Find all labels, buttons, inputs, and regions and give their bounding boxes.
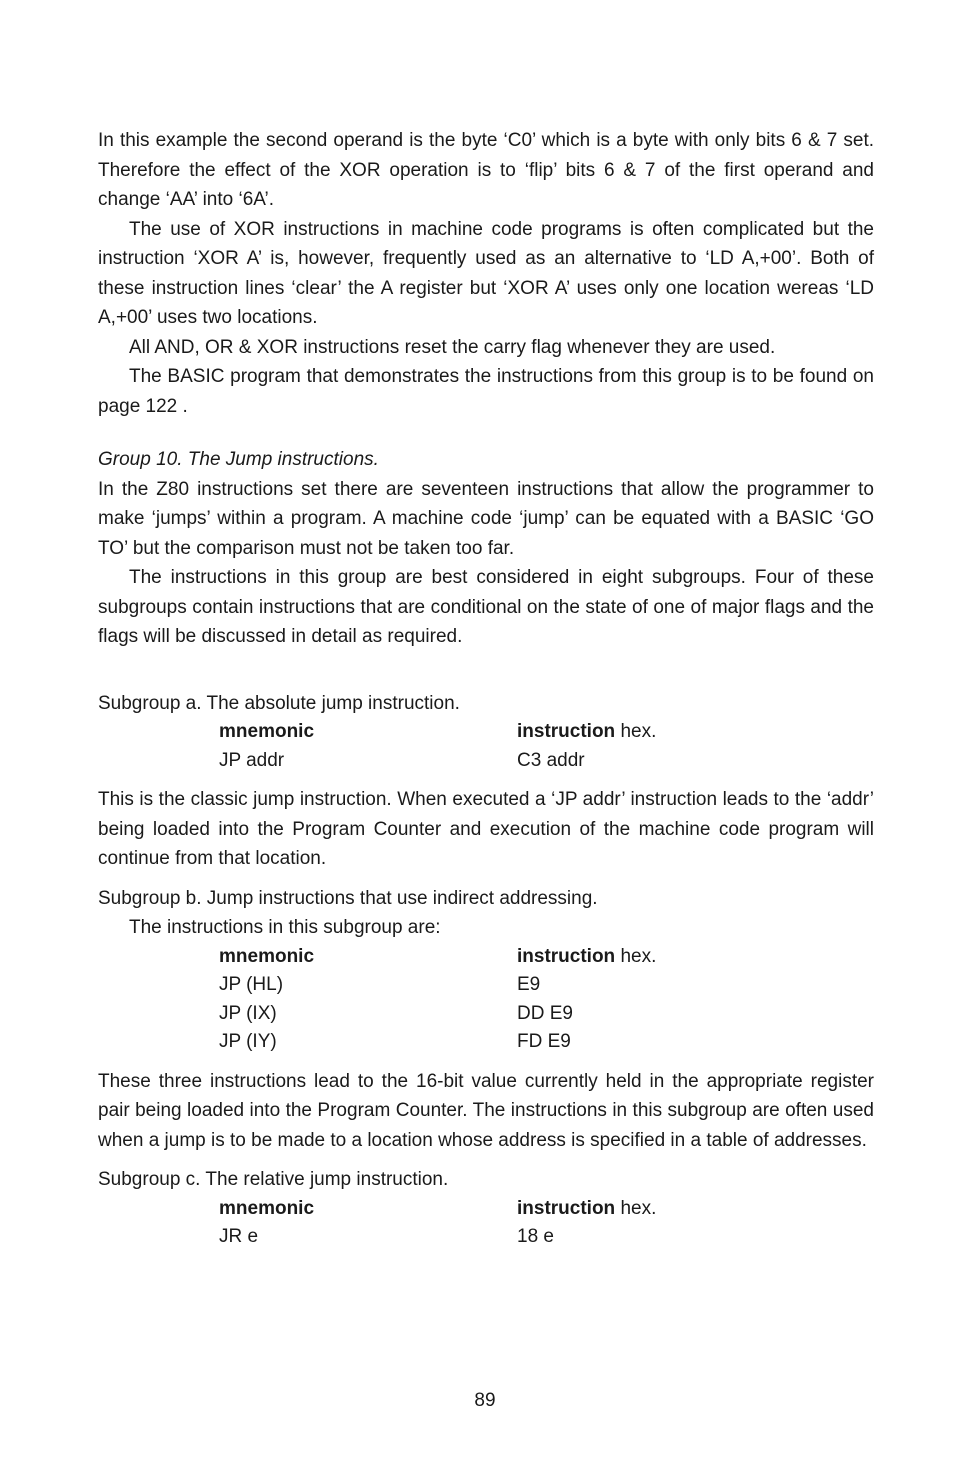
instruction-header: instruction <box>517 945 616 967</box>
table-row <box>219 1000 656 1029</box>
table-row <box>219 1223 656 1252</box>
mnemonic-cell: JP (IX) <box>219 1002 277 1024</box>
table-row <box>219 1028 656 1057</box>
table-header-row <box>219 943 656 972</box>
mnemonic-header: mnemonic <box>219 945 315 967</box>
hex-header: hex. <box>615 721 657 742</box>
mnemonic-cell: JR e <box>219 1226 259 1247</box>
subgroup-b-intro: The instructions in this subgroup are: <box>129 917 441 938</box>
subgroup-a-title: Subgroup a. The absolute jump instruction. <box>98 692 460 714</box>
page-number: 89 <box>474 1390 496 1411</box>
mnemonic-cell: JP addr <box>219 749 285 771</box>
paragraph-xor-usage: The use of XOR instructions in machine code programs is often complicated but the instruction ‘XOR A’ is, however, frequently used as an alternative to ‘LD A,+00’. Both of these instruction lines ‘clear’ the A register but ‘XOR A’ uses only one location wereas ‘LD A,+00’ uses two locations. <box>98 218 874 328</box>
subgroup-c-table <box>219 1195 656 1252</box>
mnemonic-header: mnemonic <box>219 1197 315 1219</box>
subgroup-a-table <box>219 718 656 775</box>
subgroup-b-table <box>219 943 656 1057</box>
hex-header: hex. <box>615 945 657 967</box>
paragraph-carry-flag: All AND, OR & XOR instructions reset the carry flag whenever they are used. <box>129 336 776 358</box>
group-heading: Group 10. The Jump instructions. <box>98 449 379 470</box>
subgroup-a-description: This is the classic jump instruction. When executed a ‘JP addr’ instruction leads to the ‘addr’ being loaded into the Program Counter and execution of the machine code program will continue from that location. <box>98 789 874 869</box>
hex-cell: E9 <box>517 974 541 995</box>
subgroup-b-title: Subgroup b. Jump instructions that use indirect addressing. <box>98 887 598 909</box>
paragraph-subgroups-intro: The instructions in this group are best considered in eight subgroups. Four of these subgroups contain instructions that are conditional on the state of one of major flags and the flags will be discussed in detail as required. <box>98 567 874 647</box>
hex-cell: FD E9 <box>517 1031 571 1052</box>
instruction-header: instruction <box>517 1197 616 1219</box>
table-header-row <box>219 1195 656 1224</box>
paragraph-xor-example: In this example the second operand is the byte ‘C0’ which is a byte with only bits 6 & 7 set. Therefore the effect of the XOR operation is to ‘flip’ bits 6 & 7 of the first operand and change ‘AA’ into ‘6A’. <box>98 130 874 210</box>
hex-cell: 18 e <box>517 1226 554 1247</box>
mnemonic-cell: JP (IY) <box>219 1031 277 1052</box>
mnemonic-header: mnemonic <box>219 721 315 742</box>
page-body <box>98 126 874 1252</box>
subgroup-c-title: Subgroup c. The relative jump instruction. <box>98 1169 449 1190</box>
table-row <box>219 971 656 1000</box>
hex-header: hex. <box>615 1197 657 1219</box>
paragraph-jump-intro: In the Z80 instructions set there are seventeen instructions that allow the programmer to make ‘jumps’ within a program. A machine code ‘jump’ can be equated with a BASIC ‘GO TO’ but the comparison must not be taken too far. <box>98 478 874 559</box>
paragraph-basic-program: The BASIC program that demonstrates the instructions from this group is to be found on page 122 . <box>98 366 874 417</box>
mnemonic-cell: JP (HL) <box>219 974 284 995</box>
table-header-row <box>219 718 656 747</box>
instruction-header: instruction <box>517 721 616 742</box>
table-row <box>219 747 656 776</box>
subgroup-b-description: These three instructions lead to the 16-bit value currently held in the appropriate register pair being loaded into the Program Counter. The instructions in this subgroup are often used when a jump is to be made to a location whose address is specified in a table of addresses. <box>98 1070 874 1151</box>
hex-cell: C3 addr <box>517 749 585 771</box>
hex-cell: DD E9 <box>517 1002 573 1024</box>
